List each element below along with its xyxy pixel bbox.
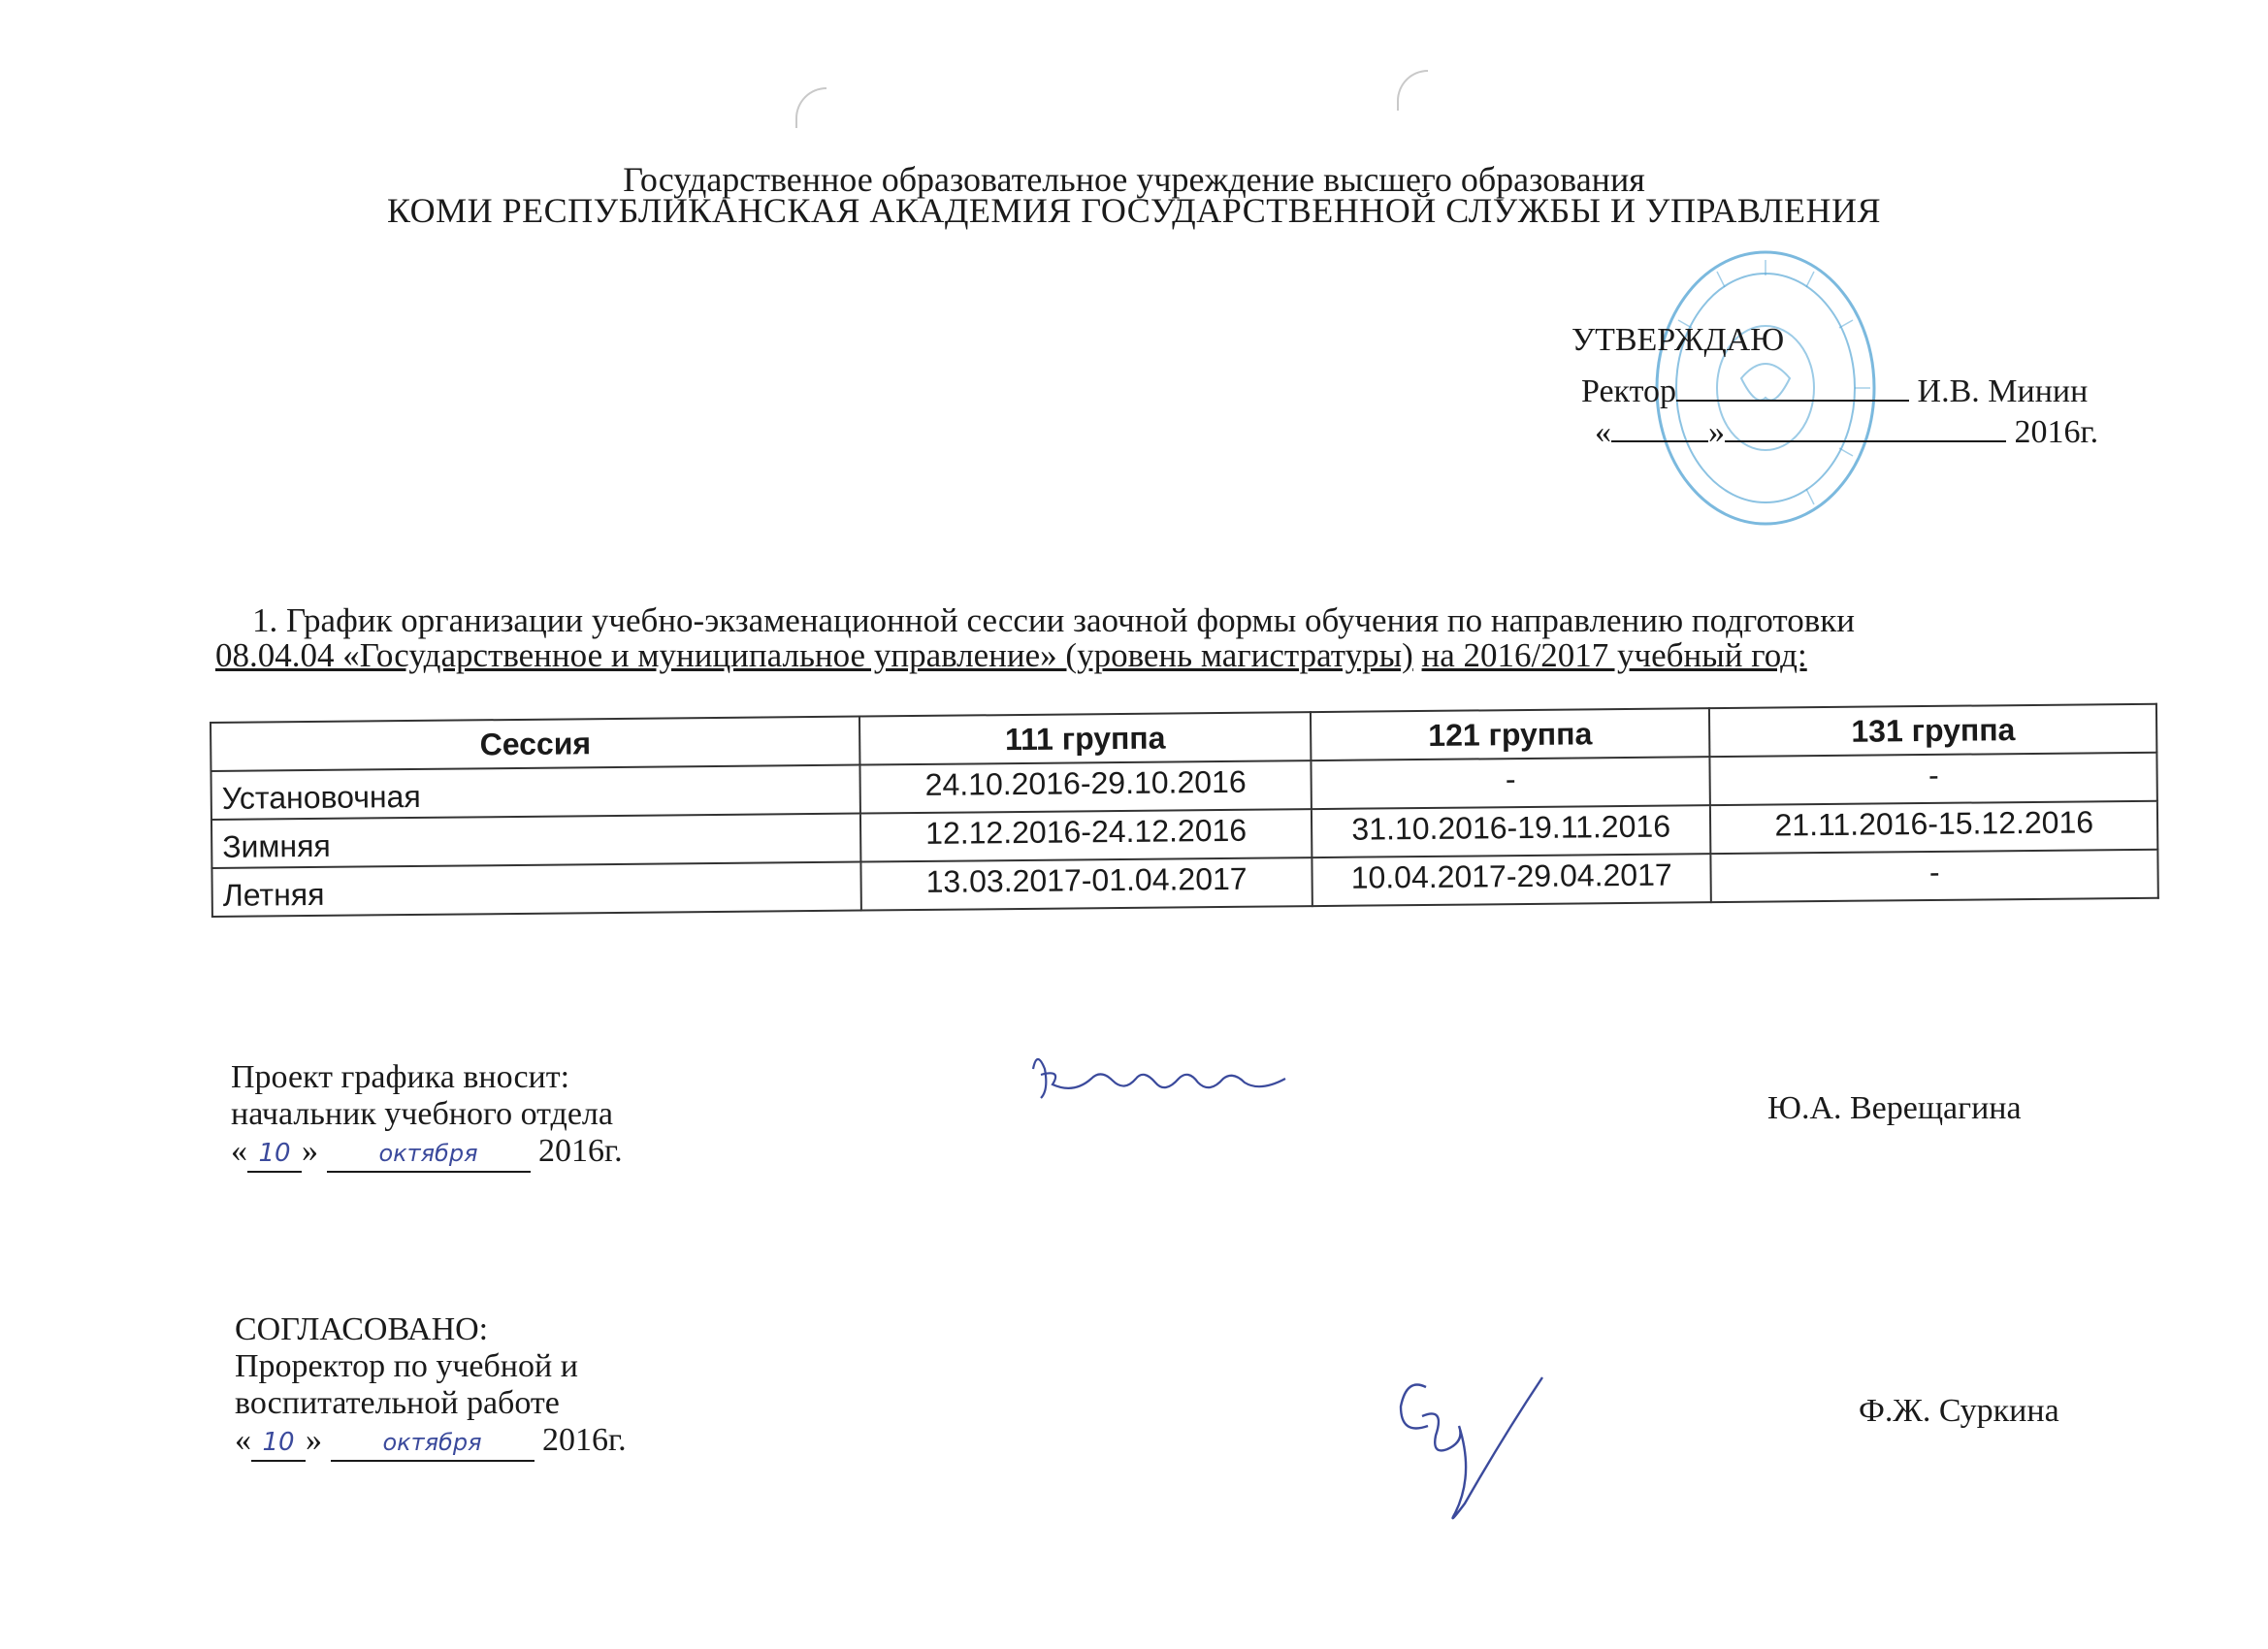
institution-type: Государственное образовательное учреждение высшего образования — [623, 160, 1645, 199]
column-header: 111 группа — [859, 712, 1311, 764]
approval-year: 2016г. — [2014, 414, 2099, 450]
session-name: Установочная — [211, 765, 860, 820]
group-131-dates: - — [1710, 753, 2157, 805]
institution-name: КОМИ РЕСПУБЛИКАНСКАЯ АКАДЕМИЯ ГОСУДАРСТВЕННОЙ СЛУЖБЫ И УПРАВЛЕНИЯ — [387, 191, 1881, 230]
handwritten-day: 10 — [251, 1431, 306, 1462]
signature-vereshchagina — [1023, 1040, 1295, 1117]
approval-title: УТВЕРЖДАЮ — [1571, 322, 1785, 358]
group-131-dates: 21.11.2016-15.12.2016 — [1710, 801, 2157, 854]
session-schedule-table — [210, 703, 2159, 918]
document-title-line2 — [215, 636, 1807, 675]
column-header: 131 группа — [1709, 704, 2156, 757]
group-121-dates: 10.04.2017-29.04.2017 — [1312, 854, 1711, 906]
submitted-by-position: начальник учебного отдела — [231, 1096, 613, 1132]
group-111-dates: 24.10.2016-29.10.2016 — [860, 760, 1312, 813]
quote-open: « — [231, 1133, 247, 1169]
signature-surkina — [1387, 1348, 1581, 1533]
signature-field — [1676, 371, 1909, 402]
column-header: 121 группа — [1311, 708, 1710, 760]
day-field — [1611, 411, 1708, 442]
quote-open: « — [1595, 414, 1611, 450]
agreed-position-line1: Проректор по учебной и — [235, 1348, 578, 1384]
quote-close: » — [1708, 414, 1725, 450]
quote-close: » — [306, 1422, 322, 1458]
approval-signature-line — [1581, 371, 2088, 410]
session-name: Летняя — [211, 862, 861, 917]
group-111-dates: 13.03.2017-01.04.2017 — [861, 857, 1312, 910]
approval-name: И.В. Минин — [1917, 373, 2089, 409]
group-121-dates: 31.10.2016-19.11.2016 — [1312, 805, 1711, 857]
agreed-date — [235, 1422, 627, 1462]
group-121-dates: - — [1311, 757, 1710, 809]
agreed-position-line2: воспитательной работе — [235, 1385, 560, 1421]
document-title-line1: 1. График организации учебно-экзаменационной сессии заочной формы обучения по направлению подготовки — [252, 601, 1856, 639]
submitted-by-label: Проект графика вносит: — [231, 1059, 570, 1095]
submitted-by-name: Ю.А. Верещагина — [1767, 1090, 2022, 1126]
agreed-name: Ф.Ж. Суркина — [1859, 1393, 2059, 1429]
agreed-title: СОГЛАСОВАНО: — [235, 1311, 489, 1347]
handwritten-month: октября — [331, 1431, 535, 1462]
column-header: Сессия — [211, 717, 860, 771]
academic-year: на 2016/2017 учебный год: — [1421, 636, 1807, 674]
group-111-dates: 12.12.2016-24.12.2016 — [860, 809, 1312, 861]
agreed-year: 2016г. — [542, 1422, 627, 1458]
session-name: Зимняя — [211, 814, 861, 868]
approval-position: Ректор — [1581, 373, 1677, 409]
program-name: 08.04.04 «Государственное и муниципальное управление» (уровень магистратуры) — [215, 636, 1413, 674]
quote-close: » — [302, 1133, 318, 1169]
month-field — [1725, 411, 2006, 442]
quote-open: « — [235, 1422, 251, 1458]
agreed-block — [235, 1311, 627, 1462]
submitted-by-date — [231, 1133, 623, 1173]
submitted-by-year: 2016г. — [538, 1133, 623, 1169]
approval-date-line — [1595, 411, 2098, 451]
handwritten-month: октября — [327, 1142, 531, 1173]
submitted-by-block — [231, 1059, 623, 1173]
group-131-dates: - — [1711, 850, 2158, 902]
scan-artifact — [1397, 70, 1428, 111]
handwritten-day: 10 — [247, 1142, 302, 1173]
scan-artifact — [795, 87, 826, 128]
